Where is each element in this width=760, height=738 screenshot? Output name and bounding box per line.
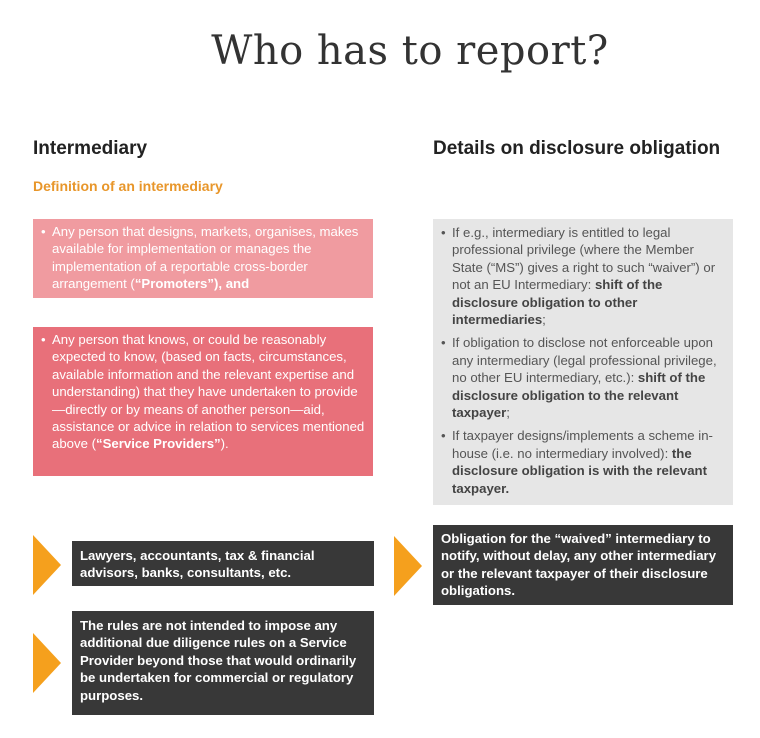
promoters-definition-item	[41, 223, 365, 293]
page-title: Who has to report?	[211, 28, 609, 74]
arrow-right-icon	[33, 633, 61, 693]
service-providers-definition-item	[41, 331, 365, 453]
intermediary-heading: Intermediary	[33, 138, 148, 159]
disclosure-bullet-tail: ;	[542, 312, 546, 328]
due-diligence-callout: The rules are not intended to impose any additional due diligence rules on a Service Provider beyond those that would ordinarily be undertaken for commercial or regulatory purposes.	[72, 611, 374, 715]
disclosure-bullet	[441, 334, 725, 421]
disclosure-bullet-text: If taxpayer designs/implements a scheme in-house (i.e. no intermediary involved):	[452, 428, 713, 461]
service-providers-text: Any person that knows, or could be reasonably expected to know, (based on facts, circumstances, available information and the relevant expertise and understanding) that they have undertaken to provide—directly or by means of another person—aid, assistance or advice in relation to services mentioned above (	[52, 332, 365, 452]
disclosure-bullet-bold: shift of the disclosure obligation to the relevant taxpayer	[452, 370, 706, 421]
promoters-definition-box	[33, 219, 373, 298]
waived-intermediary-callout: Obligation for the “waived” intermediary to notify, without delay, any other intermediary or the relevant taxpayer of their disclosure obligations.	[433, 525, 733, 605]
intermediary-definition-subheading: Definition of an intermediary	[33, 178, 223, 194]
disclosure-bullet-bold: shift of the disclosure obligation to other intermediaries	[452, 277, 663, 328]
service-providers-definition-box	[33, 327, 373, 476]
disclosure-bullet	[441, 224, 725, 328]
disclosure-bullet-text: If obligation to disclose not enforceable upon any intermediary (legal professional privilege, no other EU intermediary, etc.):	[452, 335, 717, 386]
disclosure-bullet-bold: the disclosure obligation is with the relevant taxpayer.	[452, 445, 708, 496]
promoters-text: Any person that designs, markets, organises, makes available for implementation or manages the implementation of a reportable cross-border arrangement (	[52, 224, 359, 292]
disclosure-details-box	[433, 219, 733, 505]
disclosure-obligation-heading: Details on disclosure obligation	[433, 138, 721, 159]
disclosure-bullet-text: If e.g., intermediary is entitled to legal professional privilege (where the Member State (“MS”) gives a right to such “waiver”) or not an EU Intermediary:	[452, 225, 716, 293]
arrow-right-icon	[33, 535, 61, 595]
service-providers-bold-text: “Service Providers”	[96, 436, 221, 452]
promoters-bold-text: “Promoters”), and	[134, 276, 250, 292]
intermediary-examples-callout: Lawyers, accountants, tax & financial advisors, banks, consultants, etc.	[72, 541, 374, 586]
disclosure-bullet	[441, 427, 725, 497]
service-providers-tail: ).	[220, 436, 229, 452]
disclosure-bullet-tail: ;	[506, 405, 510, 421]
arrow-right-icon	[394, 536, 422, 596]
